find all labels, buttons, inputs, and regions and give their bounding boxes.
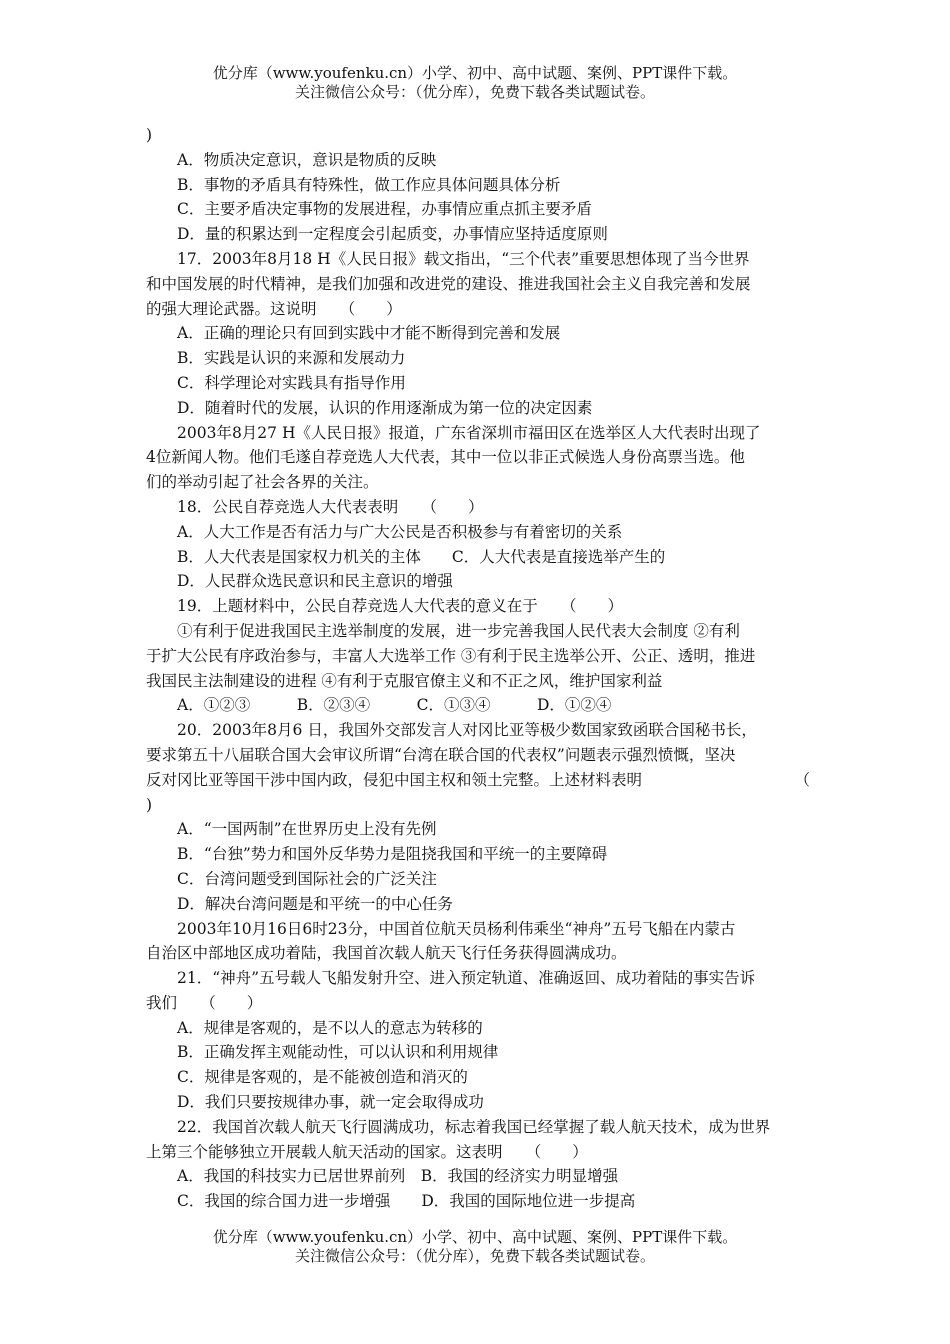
q18-option-d: D．人民群众选民意识和民主意识的增强: [177, 572, 453, 591]
q20-option-a: A．“一国两制”在世界历史上没有先例: [177, 820, 437, 839]
q21-line-2: 我们 （ ）: [146, 993, 263, 1012]
q17-line-1: 17．2003年8月18 H《人民日报》载文指出，“三个代表”重要思想体现了当今世界: [177, 249, 750, 268]
header-line-1: 优分库（www.youfenku.cn）小学、初中、高中试题、案例、PPT课件下载。: [212, 64, 738, 82]
q17-option-d: D．随着时代的发展，认识的作用逐渐成为第一位的决定因素: [177, 398, 593, 417]
q20-line-4: ): [146, 795, 153, 814]
q21-option-d: D．我们只要按规律办事，就一定会取得成功: [177, 1093, 484, 1112]
q21-option-b: B．正确发挥主观能动性，可以认识和利用规律: [177, 1043, 499, 1062]
q22-options-ab: A．我国的科技实力已居世界前列 B．我国的经济实力明显增强: [177, 1167, 619, 1186]
material-2-line-3: 们的举动引起了社会各界的关注。: [146, 473, 379, 492]
material-2-line-2: 4位新闻人物。他们毛遂自荐竞选人大代表，其中一位以非正式候选人身份高票当选。他: [146, 448, 745, 467]
q22-options-cd: C．我国的综合国力进一步增强 D．我国的国际地位进一步提高: [177, 1192, 636, 1211]
q17-option-b: B．实践是认识的来源和发展动力: [177, 349, 406, 368]
material-3-line-1: 2003年10月16日6时23分，中国首位航天员杨利伟乘坐“神舟”五号飞船在内蒙古: [177, 919, 736, 938]
q16-option-d: D．量的积累达到一定程度会引起质变，办事情应坚持适度原则: [177, 225, 608, 244]
q17-option-c: C．科学理论对实践具有指导作用: [177, 373, 406, 392]
q17-line-3: 的强大理论武器。这说明 （ ）: [146, 299, 402, 318]
q16-option-b: B．事物的矛盾具有特殊性，做工作应具体问题具体分析: [177, 175, 561, 194]
footer-line-2: 关注微信公众号：（优分库），免费下载各类试题试卷。: [294, 1247, 655, 1265]
q22-line-1: 22．我国首次载人航天飞行圆满成功，标志着我国已经掌握了载人航天技术，成为世界: [177, 1117, 771, 1136]
q20-line-2: 要求第五十八届联合国大会审议所谓“台湾在联合国的代表权”问题表示强烈愤慨，坚决: [146, 745, 736, 764]
q19-line-2: 于扩大公民有序政治参与，丰富人大选举工作 ③有利于民主选举公开、公正、透明，推进: [146, 646, 756, 665]
q19-stem: 19．上题材料中，公民自荐竞选人大代表的意义在于 （ ）: [177, 597, 623, 616]
q18-stem: 18．公民自荐竞选人大代表表明 （ ）: [177, 497, 484, 516]
q20-line-1: 20．2003年8月6 日，我国外交部发言人对冈比亚等极少数国家致函联合国秘书长，: [177, 721, 757, 740]
page-header: [0, 64, 950, 102]
header-line-2: 关注微信公众号：（优分库），免费下载各类试题试卷。: [294, 83, 655, 101]
material-2-line-1: 2003年8月27 H《人民日报》报道，广东省深圳市福田区在选举区人大代表时出现了: [177, 423, 761, 442]
page-footer: [0, 1228, 950, 1266]
footer-line-1: 优分库（www.youfenku.cn）小学、初中、高中试题、案例、PPT课件下载。: [212, 1228, 738, 1246]
q21-option-a: A．规律是客观的，是不以人的意志为转移的: [177, 1018, 483, 1037]
q20-line-3-paren: （: [794, 770, 810, 789]
q17-line-2: 和中国发展的时代精神，是我们加强和改进党的建设、推进我国社会主义自我完善和发展: [146, 274, 751, 293]
q20-option-b: B．“台独”势力和国外反华势力是阻挠我国和平统一的主要障碍: [177, 845, 608, 864]
q16-tail: ): [146, 126, 153, 144]
q21-line-1: 21．“神舟”五号载人飞船发射升空、进入预定轨道、准确返回、成功着陆的事实告诉: [177, 969, 756, 988]
q20-line-3-text: 反对冈比亚等国干涉中国内政，侵犯中国主权和领土完整。上述材料表明: [146, 770, 643, 789]
q16-option-a: A．物质决定意识，意识是物质的反映: [177, 150, 437, 169]
q19-line-3: 我国民主法制建设的进程 ④有利于克服官僚主义和不正之风，维护国家利益: [146, 671, 663, 690]
q16-option-c: C．主要矛盾决定事物的发展进程，办事情应重点抓主要矛盾: [177, 200, 592, 219]
q21-option-c: C．规律是客观的，是不能被创造和消灭的: [177, 1068, 468, 1087]
q19-line-1: ①有利于促进我国民主选举制度的发展，进一步完善我国人民代表大会制度 ②有利: [177, 621, 740, 640]
q17-option-a: A．正确的理论只有回到实践中才能不断得到完善和发展: [177, 324, 561, 343]
material-3-line-2: 自治区中部地区成功着陆，我国首次载人航天飞行任务获得圆满成功。: [146, 944, 627, 963]
q22-line-2: 上第三个能够独立开展载人航天活动的国家。这表明 （ ）: [146, 1142, 588, 1161]
q18-option-bc: B．人大代表是国家权力机关的主体 C．人大代表是直接选举产生的: [177, 547, 666, 566]
q20-line-3: [146, 768, 810, 793]
q19-options: A．①②③ B．②③④ C．①③④ D．①②④: [177, 696, 612, 715]
q20-option-d: D．解决台湾问题是和平统一的中心任务: [177, 894, 453, 913]
q20-option-c: C．台湾问题受到国际社会的广泛关注: [177, 869, 437, 888]
q18-option-a: A．人大工作是否有活力与广大公民是否积极参与有着密切的关系: [177, 522, 623, 541]
document-body: [146, 123, 810, 1214]
